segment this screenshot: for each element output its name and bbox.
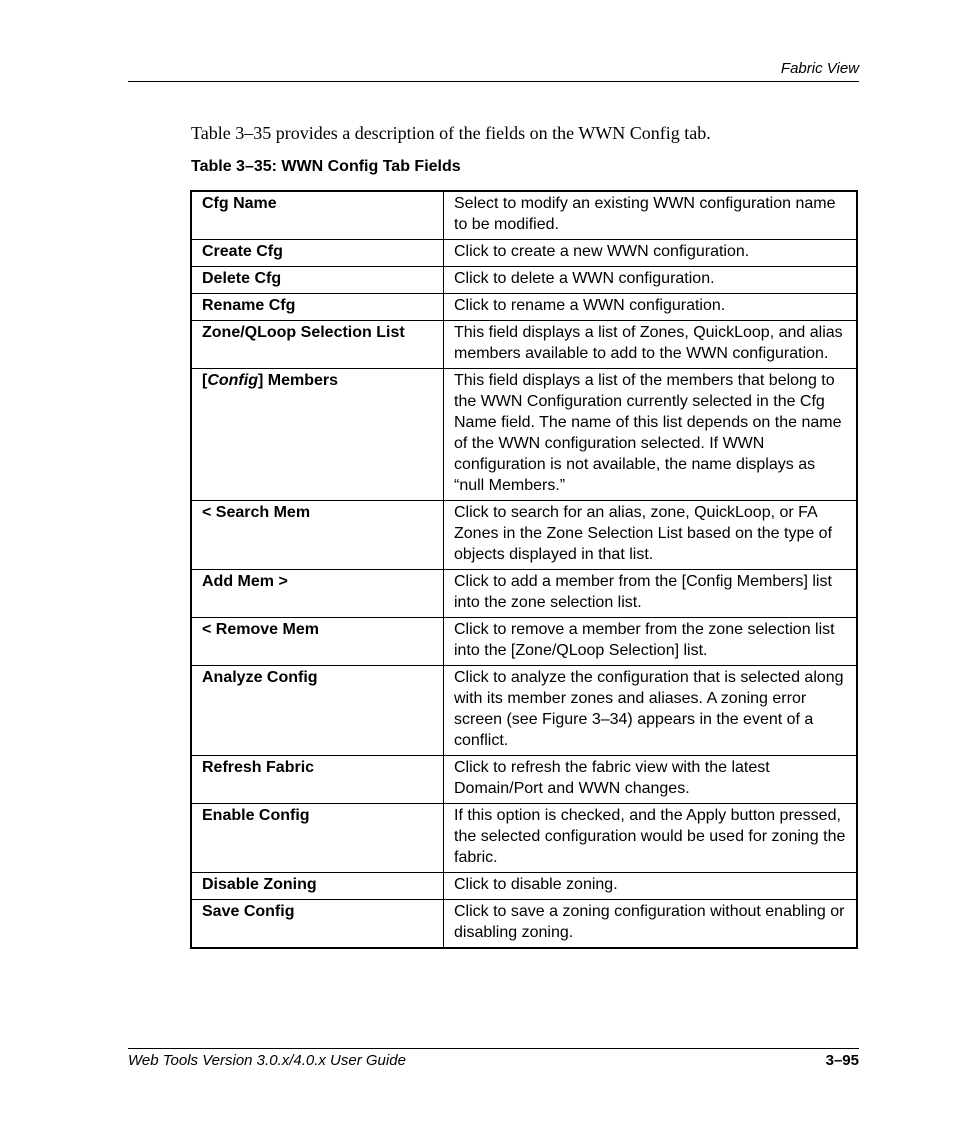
table-row xyxy=(191,369,857,501)
running-header: Fabric View xyxy=(780,60,859,77)
field-description: Click to remove a member from the zone selection list into the [Zone/QLoop Selection] list. xyxy=(444,618,858,666)
table-row xyxy=(191,618,857,666)
field-description: This field displays a list of Zones, QuickLoop, and alias members available to add to the WWN configuration. xyxy=(444,321,858,369)
field-name: Save Config xyxy=(191,900,444,949)
field-description: Click to analyze the configuration that is selected along with its member zones and aliases. A zoning error screen (see Figure 3–34) appears in the event of a conflict. xyxy=(444,666,858,756)
field-name: Refresh Fabric xyxy=(191,756,444,804)
field-name: Disable Zoning xyxy=(191,873,444,900)
wwn-config-fields-table xyxy=(190,190,858,949)
page-number: 3–95 xyxy=(825,1052,859,1069)
footer-guide-title: Web Tools Version 3.0.x/4.0.x User Guide xyxy=(128,1052,406,1069)
table-row xyxy=(191,756,857,804)
table-row xyxy=(191,321,857,369)
field-name: < Search Mem xyxy=(191,501,444,570)
table-row xyxy=(191,294,857,321)
field-description: Click to disable zoning. xyxy=(444,873,858,900)
field-description: Click to rename a WWN configuration. xyxy=(444,294,858,321)
table-row xyxy=(191,900,857,949)
table-row xyxy=(191,804,857,873)
header-divider xyxy=(128,81,859,82)
field-description: Click to save a zoning configuration without enabling or disabling zoning. xyxy=(444,900,858,949)
table-row xyxy=(191,873,857,900)
field-description: If this option is checked, and the Apply button pressed, the selected configuration would be used for zoning the fabric. xyxy=(444,804,858,873)
field-name: Analyze Config xyxy=(191,666,444,756)
field-description: Select to modify an existing WWN configuration name to be modified. xyxy=(444,191,858,240)
field-name-italic: Config xyxy=(207,372,258,389)
field-name: Add Mem > xyxy=(191,570,444,618)
field-name: Rename Cfg xyxy=(191,294,444,321)
table-row xyxy=(191,267,857,294)
field-description: Click to delete a WWN configuration. xyxy=(444,267,858,294)
field-name: < Remove Mem xyxy=(191,618,444,666)
field-name-prefix: [ xyxy=(202,372,208,389)
field-name: Create Cfg xyxy=(191,240,444,267)
field-name: Cfg Name xyxy=(191,191,444,240)
table-row xyxy=(191,240,857,267)
field-description: Click to refresh the fabric view with the latest Domain/Port and WWN changes. xyxy=(444,756,858,804)
field-description: Click to add a member from the [Config Members] list into the zone selection list. xyxy=(444,570,858,618)
field-description: Click to search for an alias, zone, QuickLoop, or FA Zones in the Zone Selection List based on the type of objects displayed in that list. xyxy=(444,501,858,570)
field-description: Click to create a new WWN configuration. xyxy=(444,240,858,267)
table-caption: Table 3–35: WWN Config Tab Fields xyxy=(191,158,461,175)
field-name: Enable Config xyxy=(191,804,444,873)
field-description: This field displays a list of the members that belong to the WWN Configuration currently selected in the Cfg Name field. The name of this list depends on the name of the WWN configuration selected. If WWN configuration is not available, the name displays as “null Members.” xyxy=(444,369,858,501)
field-name: Zone/QLoop Selection List xyxy=(191,321,444,369)
field-name-suffix: ] Members xyxy=(257,372,339,389)
table-row xyxy=(191,666,857,756)
table-row xyxy=(191,191,857,240)
intro-paragraph: Table 3–35 provides a description of the fields on the WWN Config tab. xyxy=(191,123,711,143)
table-row xyxy=(191,501,857,570)
field-name xyxy=(191,369,444,501)
footer-divider xyxy=(128,1048,859,1049)
table-row xyxy=(191,570,857,618)
field-name: Delete Cfg xyxy=(191,267,444,294)
